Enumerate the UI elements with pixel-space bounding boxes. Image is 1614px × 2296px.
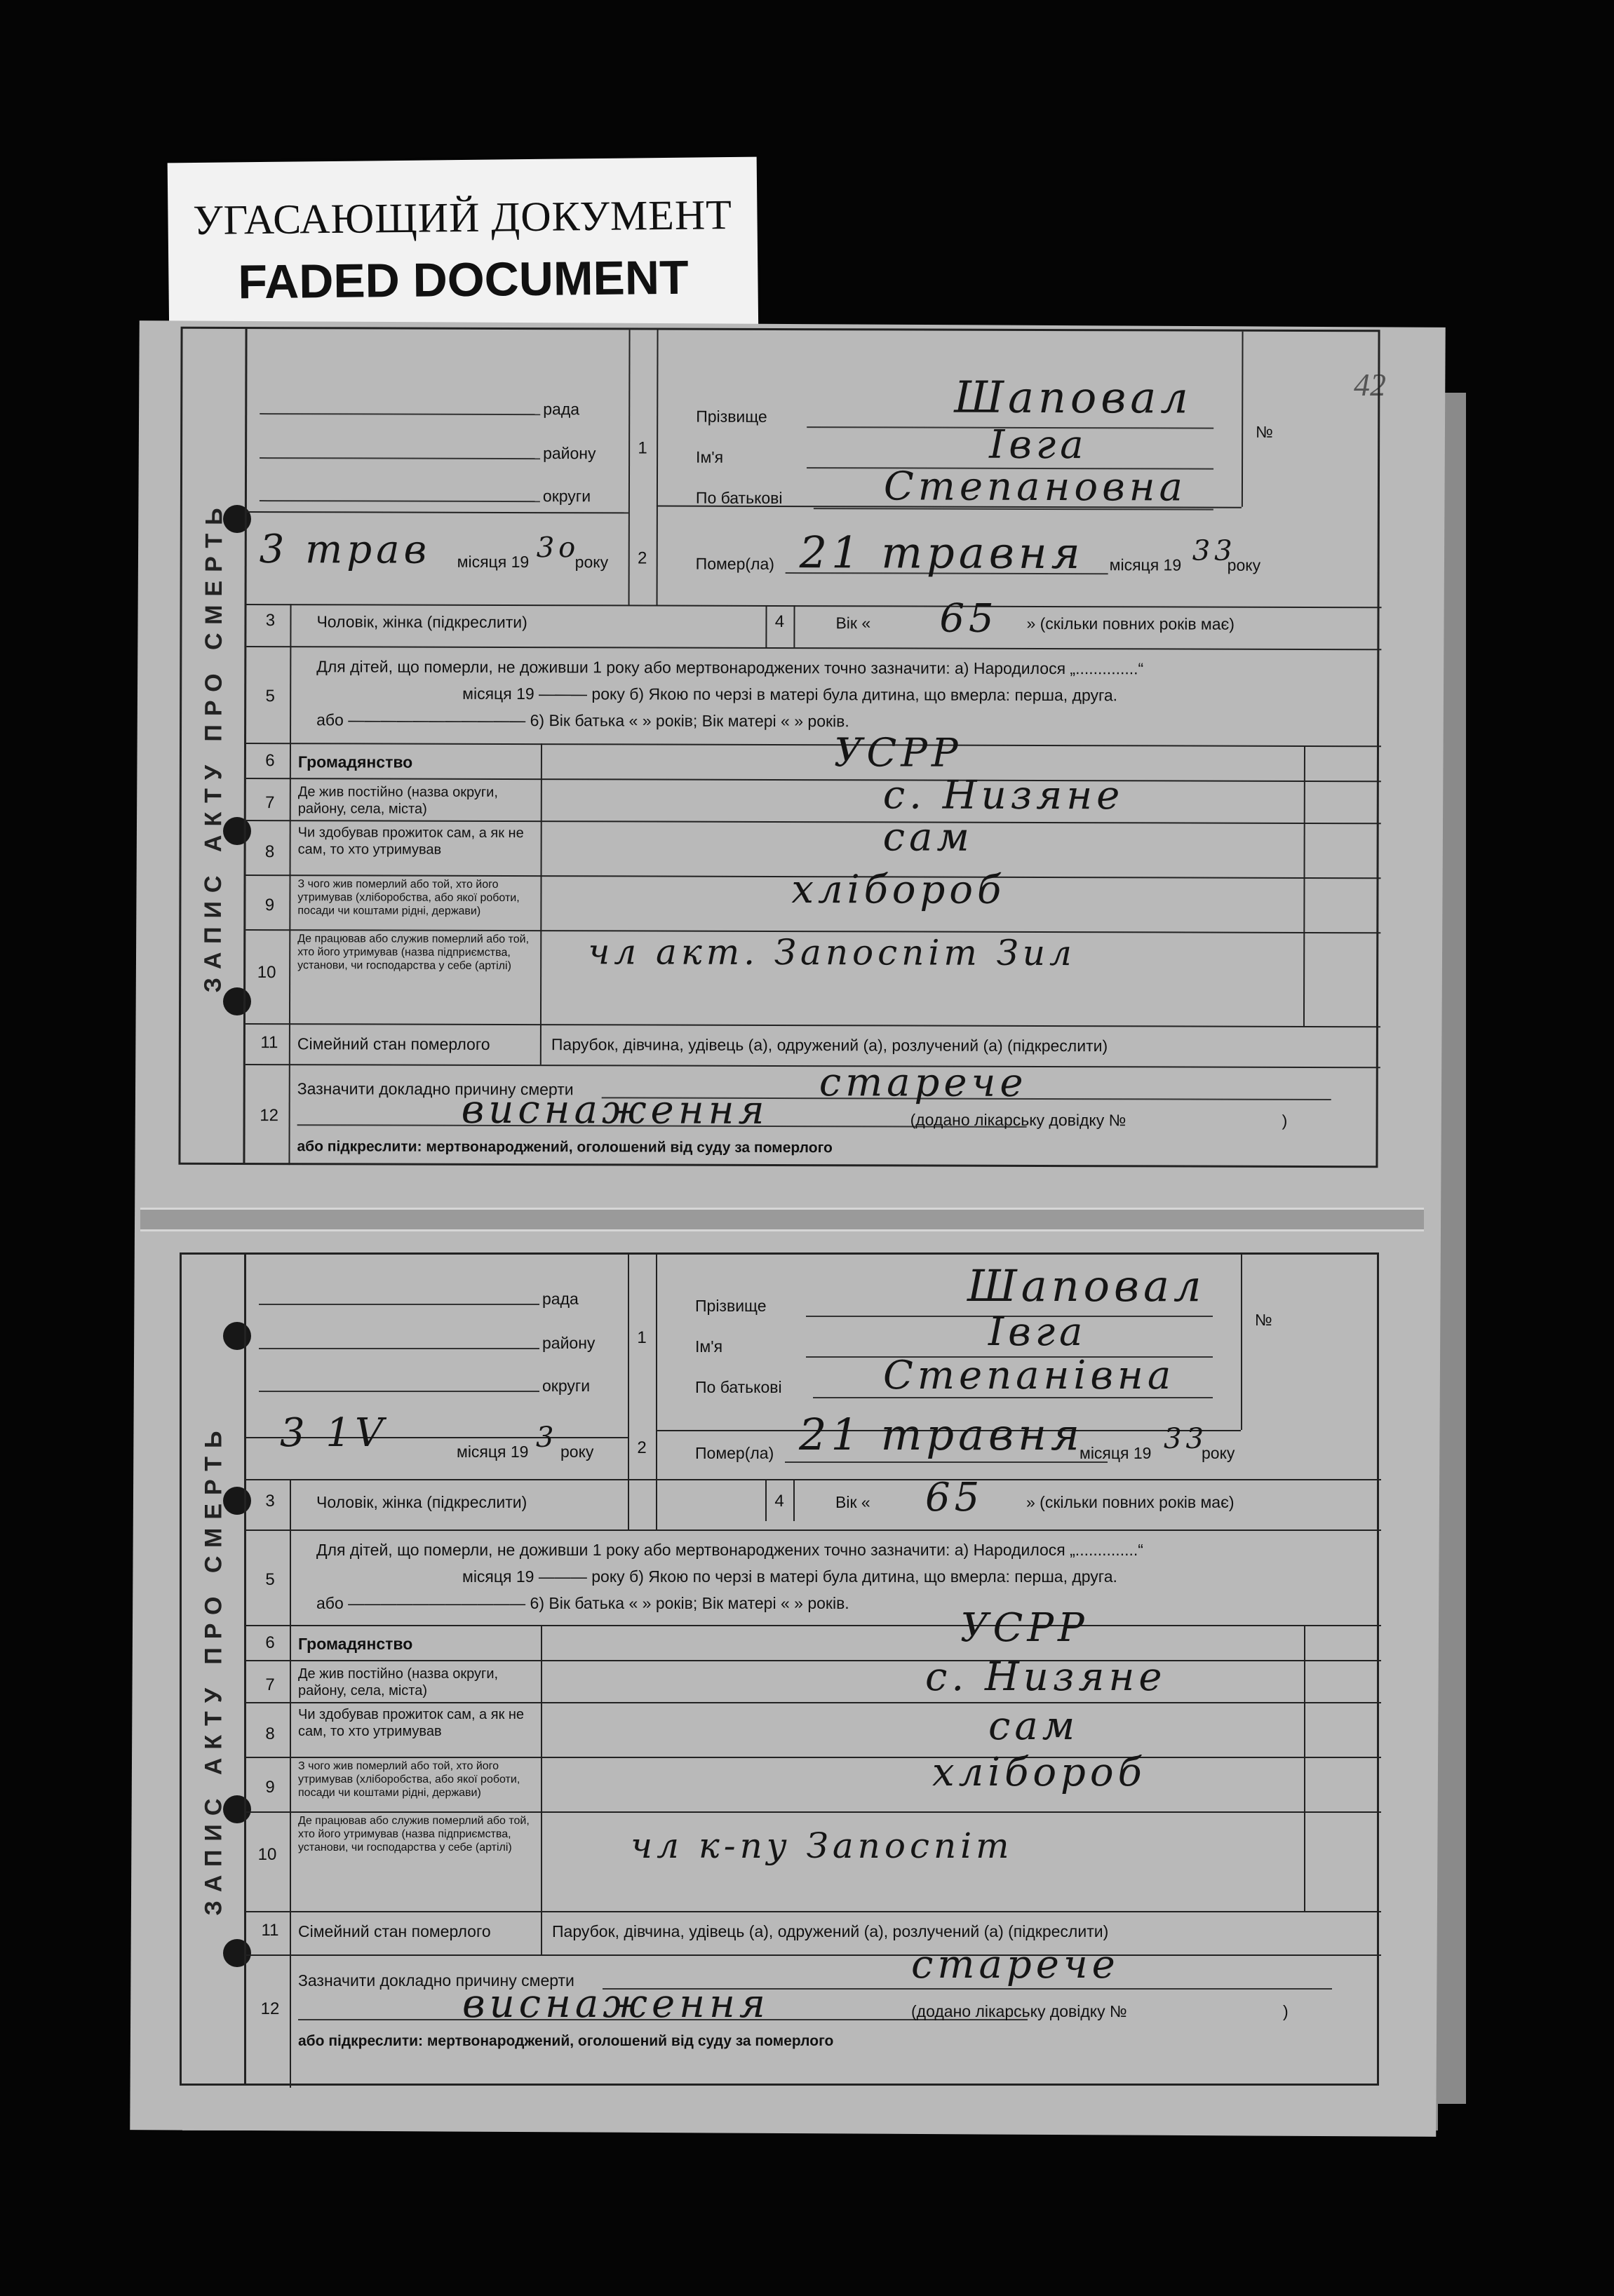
label-line-english: FADED DOCUMENT bbox=[237, 250, 689, 309]
marital-label: Сімейний стан померлого bbox=[298, 1922, 491, 1940]
registration-month-label: місяця 19 bbox=[457, 552, 530, 572]
row-number-7: 7 bbox=[265, 1675, 275, 1694]
marital-options: Парубок, дівчина, удівець (а), одружений (а), розлучений (а) (підкреслити) bbox=[552, 1922, 1109, 1940]
form-side-column bbox=[180, 329, 247, 1163]
children-line-1: Для дітей, що померли, не доживши 1 року або мертвонароджених точно зазначити: а) Народилося „..............“ bbox=[316, 1541, 1143, 1559]
row-number-2: 2 bbox=[637, 548, 647, 568]
page-number: 42 bbox=[1354, 367, 1386, 403]
form-side-column bbox=[182, 1255, 246, 2084]
row-number-8: 8 bbox=[264, 842, 275, 862]
row-number-4: 4 bbox=[774, 612, 785, 632]
medical-cert-close: ) bbox=[1283, 2002, 1289, 2020]
income-source-label: З чого жив померлий або той, хто його утримував (хліборобства, або якої роботи, посади чи коштами рідні, держави) bbox=[297, 878, 520, 917]
livelihood-label: Чи здобував прожиток сам, а як не сам, то хто утримував bbox=[298, 1707, 525, 1739]
died-label: Помер(ла) bbox=[695, 554, 774, 573]
row-number-11: 11 bbox=[260, 1033, 278, 1053]
name-label: Ім'я bbox=[695, 1337, 723, 1356]
row-number-3: 3 bbox=[265, 1492, 275, 1511]
workplace-label: Де працював або служив померлий або той, хто його утримував (назва підприємства, установи, чи господарства у себе (артілі) bbox=[298, 1815, 530, 1853]
number-sign-label: № bbox=[1256, 422, 1273, 441]
death-year-value: 33 bbox=[1164, 1423, 1208, 1455]
death-record-form-2 bbox=[180, 1252, 1379, 2086]
row-number-5: 5 bbox=[265, 687, 275, 706]
row-number-11: 11 bbox=[261, 1921, 279, 1940]
label-line-russian: УГАСАЮЩИЙ ДОКУМЕНТ bbox=[192, 191, 733, 244]
row-number-5: 5 bbox=[265, 1570, 275, 1589]
death-year-value: 33 bbox=[1192, 534, 1237, 567]
age-value: 65 bbox=[925, 1475, 984, 1520]
citizenship-label: Громадянство bbox=[298, 1635, 413, 1653]
workplace-value: чл к-пу Запоспіт bbox=[631, 1825, 1014, 1866]
children-line-2: місяця 19 ——— року б) Якою по черзі в матері була дитина, що вмерла: перша, друга. bbox=[462, 1567, 1117, 1586]
death-date-value: 21 травня bbox=[799, 1409, 1084, 1460]
faded-document-label bbox=[168, 157, 759, 344]
children-line-3: або ——————————— 6) Вік батька « » років; Вік матері « » років. bbox=[316, 710, 849, 731]
residence-value: с. Низяне bbox=[882, 772, 1124, 819]
cause-value-1: старече bbox=[911, 1942, 1119, 1987]
death-month-label: місяця 19 bbox=[1109, 555, 1182, 574]
death-month-label: місяця 19 bbox=[1080, 1444, 1152, 1462]
died-label: Помер(ла) bbox=[695, 1444, 774, 1462]
registration-date-value: 3 трав bbox=[259, 527, 431, 573]
patronymic-label: По батькові bbox=[695, 1378, 782, 1396]
medical-cert-label: (додано лікарську довідку № bbox=[910, 1110, 1127, 1130]
workplace-value: чл акт. Запоспіт Зил bbox=[588, 931, 1076, 974]
livelihood-value: сам bbox=[988, 1703, 1080, 1749]
children-line-2: місяця 19 ——— року б) Якою по черзі в матері була дитина, що вмерла: перша, друга. bbox=[462, 684, 1118, 705]
surname-label: Прізвище bbox=[696, 407, 767, 426]
row-number-12: 12 bbox=[260, 1106, 279, 1126]
page-fold bbox=[140, 1208, 1424, 1231]
row-number-1: 1 bbox=[637, 1328, 647, 1347]
residence-label: Де жив постійно (назва округи, району, села, міста) bbox=[298, 1666, 499, 1699]
row-number-6: 6 bbox=[265, 1633, 275, 1652]
marital-label: Сімейний стан померлого bbox=[297, 1034, 490, 1053]
row-number-3: 3 bbox=[265, 611, 276, 630]
occupation-value: хлібороб bbox=[932, 1750, 1146, 1795]
citizenship-value: УСРР bbox=[833, 730, 962, 776]
raionu-label: району bbox=[542, 1334, 596, 1352]
form-vertical-title: ЗАПИС АКТУ ПРО СМЕРТЬ bbox=[200, 1422, 227, 1916]
row-number-9: 9 bbox=[265, 1778, 275, 1797]
okrugy-label: округи bbox=[542, 487, 591, 506]
cause-label: Зазначити докладно причину смерти bbox=[298, 1971, 574, 1990]
sex-label: Чоловік, жінка (підкреслити) bbox=[316, 1493, 527, 1511]
patronymic-value: Степановна bbox=[883, 464, 1188, 511]
row-number-9: 9 bbox=[264, 896, 275, 915]
form-vertical-title: ЗАПИС АКТУ ПРО СМЕРТЬ bbox=[199, 499, 228, 992]
death-year-label: року bbox=[1202, 1444, 1235, 1462]
raionu-label: району bbox=[543, 444, 596, 463]
stillborn-label: або підкреслити: мертвонароджений, оголошений від суду за померлого bbox=[298, 2033, 834, 2049]
row-number-12: 12 bbox=[260, 1999, 280, 2018]
children-line-1: Для дітей, що померли, не доживши 1 року або мертвонароджених точно зазначити: а) Народилося „..............“ bbox=[316, 657, 1144, 678]
registration-year-value: 3 bbox=[536, 1422, 558, 1454]
patronymic-label: По батькові bbox=[695, 488, 783, 508]
surname-value: Шаповал bbox=[967, 1260, 1206, 1311]
surname-value: Шаповал bbox=[954, 371, 1192, 424]
name-label: Ім'я bbox=[696, 447, 724, 466]
age-value: 65 bbox=[939, 595, 998, 642]
age-label: Вік « bbox=[835, 614, 871, 633]
cause-label: Зазначити докладно причину смерти bbox=[297, 1079, 574, 1099]
row-number-6: 6 bbox=[265, 751, 275, 771]
okrugy-label: округи bbox=[542, 1377, 591, 1395]
registration-month-label: місяця 19 bbox=[457, 1443, 529, 1461]
name-value: Івга bbox=[988, 1309, 1087, 1355]
number-sign-label: № bbox=[1255, 1311, 1272, 1329]
registration-date-value: 3 1V bbox=[280, 1410, 388, 1456]
surname-label: Прізвище bbox=[695, 1297, 767, 1315]
rada-label: рада bbox=[543, 400, 580, 419]
age-suffix-label: » (скільки повних років має) bbox=[1026, 614, 1235, 633]
row-number-4: 4 bbox=[774, 1492, 784, 1511]
death-date-value: 21 травня bbox=[799, 527, 1084, 579]
medical-cert-close: ) bbox=[1282, 1111, 1288, 1130]
row-number-2: 2 bbox=[637, 1438, 647, 1457]
medical-cert-label: (додано лікарську довідку № bbox=[911, 2002, 1127, 2020]
name-value: Івга bbox=[989, 421, 1088, 468]
row-number-7: 7 bbox=[265, 793, 275, 813]
cause-value-2: виснаження bbox=[462, 1981, 769, 2027]
registration-year-label: року bbox=[560, 1443, 594, 1461]
age-suffix-label: » (скільки повних років має) bbox=[1026, 1493, 1235, 1511]
livelihood-value: сам bbox=[882, 814, 974, 860]
sex-label: Чоловік, жінка (підкреслити) bbox=[316, 612, 527, 632]
cause-value-1: старече bbox=[819, 1060, 1028, 1106]
registration-year-label: року bbox=[574, 553, 609, 572]
patronymic-value: Степанівна bbox=[883, 1353, 1176, 1398]
occupation-value: хлібороб bbox=[791, 867, 1006, 913]
row-number-1: 1 bbox=[638, 438, 647, 458]
age-label: Вік « bbox=[835, 1493, 870, 1511]
marital-options: Парубок, дівчина, удівець (а), одружений (а), розлучений (а) (підкреслити) bbox=[551, 1035, 1108, 1055]
stillborn-label: або підкреслити: мертвонароджений, оголошений від суду за померлого bbox=[297, 1138, 833, 1156]
children-line-3: або ——————————— 6) Вік батька « » років; Вік матері « » років. bbox=[316, 1594, 849, 1612]
livelihood-label: Чи здобував прожиток сам, а як не сам, то хто утримував bbox=[297, 825, 524, 858]
row-number-10: 10 bbox=[257, 963, 276, 982]
cause-value-2: виснаження bbox=[461, 1086, 769, 1133]
death-record-form-1 bbox=[178, 327, 1380, 1168]
income-source-label: З чого жив померлий або той, хто його утримував (хліборобства, або якої роботи, посади чи коштами рідні, держави) bbox=[298, 1760, 520, 1799]
citizenship-value: УСРР bbox=[960, 1605, 1089, 1651]
registration-year-value: 3о bbox=[536, 532, 580, 565]
workplace-label: Де працював або служив померлий або той, хто його утримував (назва підприємства, установи, чи господарства у себе (артілі) bbox=[297, 933, 530, 973]
residence-label: Де жив постійно (назва округи, району, села, міста) bbox=[297, 784, 498, 817]
row-number-8: 8 bbox=[265, 1724, 275, 1743]
citizenship-label: Громадянство bbox=[297, 752, 413, 771]
row-number-10: 10 bbox=[257, 1845, 277, 1864]
death-year-label: року bbox=[1227, 555, 1261, 574]
residence-value: с. Низяне bbox=[925, 1654, 1166, 1700]
rada-label: рада bbox=[542, 1290, 579, 1308]
